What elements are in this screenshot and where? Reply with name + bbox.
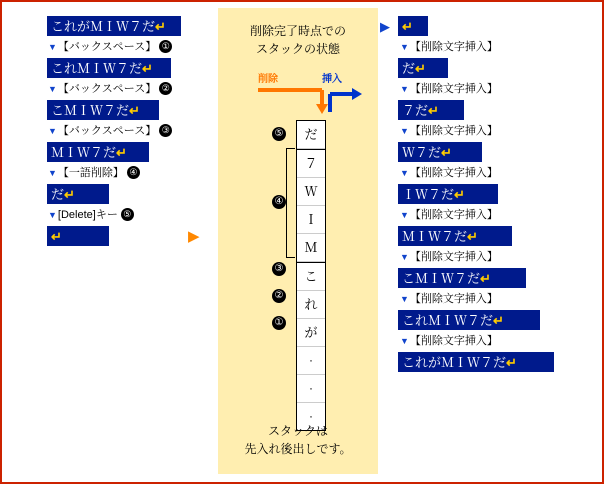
stack-number-2: ② — [272, 289, 286, 303]
left-step-box-3 — [47, 100, 159, 120]
right-label-text-5: 【削除文字挿入】 — [409, 209, 498, 221]
right-step-text-7: こＭＩＷ７だ — [402, 271, 481, 286]
caret-icon: ↵ — [480, 271, 491, 286]
caret-icon: ↵ — [441, 145, 452, 160]
caret-icon: ↵ — [467, 229, 478, 244]
middle-title — [218, 22, 378, 58]
right-step-text-9: これがＭＩＷ７だ — [402, 355, 507, 370]
right-step-label-1 — [400, 40, 498, 54]
right-label-text-1: 【削除文字挿入】 — [409, 41, 498, 53]
left-label-text-1: 【バックスペース】 — [57, 41, 157, 53]
triangle-down-icon: ▼ — [48, 210, 57, 220]
triangle-down-icon: ▼ — [400, 210, 409, 220]
step-number-4: ④ — [127, 166, 140, 179]
middle-title-line1: 削除完了時点での — [249, 24, 346, 38]
stack-number-5: ⑤ — [272, 127, 286, 141]
triangle-down-icon: ▼ — [400, 294, 409, 304]
caret-icon: ↵ — [142, 61, 153, 76]
stack-cell-0: だ — [297, 121, 325, 149]
left-label-text-2: 【バックスペース】 — [57, 83, 157, 95]
right-step-box-3 — [398, 100, 464, 120]
left-step-text-2: これＭＩＷ７だ — [51, 61, 143, 76]
caret-icon: ↵ — [415, 61, 426, 76]
stack-container — [296, 120, 326, 431]
caret-icon: ↵ — [51, 229, 62, 244]
right-step-box-4 — [398, 142, 482, 162]
left-step-label-2 — [48, 82, 172, 96]
caret-icon: ↵ — [116, 145, 127, 160]
stack-cell-3: Ｉ — [297, 206, 325, 234]
left-step-text-3: こＭＩＷ７だ — [51, 103, 130, 118]
left-step-box-2 — [47, 58, 171, 78]
left-label-text-5: [Delete]キー — [57, 209, 118, 221]
middle-footer-line2: 先入れ後出しです。 — [244, 442, 352, 456]
triangle-down-icon: ▼ — [48, 84, 57, 94]
left-step-label-4 — [48, 166, 140, 180]
right-step-label-8 — [400, 334, 498, 348]
right-step-text-6: ＭＩＷ７だ — [402, 229, 468, 244]
left-label-text-3: 【バックスペース】 — [57, 125, 157, 137]
right-label-text-4: 【削除文字挿入】 — [409, 167, 498, 179]
right-step-box-7 — [398, 268, 526, 288]
step-number-5: ⑤ — [121, 208, 134, 221]
caret-icon: ↵ — [493, 313, 504, 328]
stack-number-4: ④ — [272, 195, 286, 209]
stack-number-1: ① — [272, 316, 286, 330]
right-step-text-2: だ — [402, 61, 416, 76]
right-label-text-6: 【削除文字挿入】 — [409, 251, 498, 263]
right-step-label-4 — [400, 166, 498, 180]
left-label-text-4: 【一語削除】 — [57, 167, 124, 179]
step-number-3: ③ — [159, 124, 172, 137]
stack-cell-8: · — [297, 347, 325, 375]
right-label-text-7: 【削除文字挿入】 — [409, 293, 498, 305]
stack-cell-6: れ — [297, 291, 325, 319]
stack-cell-9: · — [297, 375, 325, 403]
left-step-text-4: ＭＩＷ７だ — [51, 145, 117, 160]
middle-title-line2: スタックの状態 — [255, 42, 340, 56]
right-label-text-3: 【削除文字挿入】 — [409, 125, 498, 137]
step-number-1: ① — [159, 40, 172, 53]
left-step-box-1 — [47, 16, 181, 36]
triangle-down-icon: ▼ — [400, 252, 409, 262]
right-step-text-4: Ｗ７だ — [402, 145, 442, 160]
caret-icon: ↵ — [454, 187, 465, 202]
insert-arrow-label: 挿入 — [322, 74, 342, 85]
stack-cell-5: こ — [297, 262, 325, 291]
triangle-down-icon: ▼ — [48, 42, 57, 52]
caret-icon: ↵ — [402, 19, 413, 34]
stack-cell-4: Ｍ — [297, 234, 325, 262]
left-step-label-1 — [48, 40, 172, 54]
triangle-down-icon: ▼ — [400, 168, 409, 178]
triangle-down-icon: ▼ — [400, 84, 409, 94]
middle-footer-line1: スタックは — [267, 424, 328, 438]
caret-icon: ↵ — [428, 103, 439, 118]
right-step-box-1 — [398, 16, 428, 36]
stack-cell-2: Ｗ — [297, 178, 325, 206]
triangle-down-icon: ▼ — [48, 126, 57, 136]
right-step-box-2 — [398, 58, 448, 78]
left-step-label-5 — [48, 208, 134, 222]
right-step-label-6 — [400, 250, 498, 264]
right-step-label-3 — [400, 124, 498, 138]
triangle-down-icon: ▼ — [48, 168, 57, 178]
left-step-label-3 — [48, 124, 172, 138]
flow-arrows-icon — [218, 82, 378, 116]
caret-icon: ↵ — [64, 187, 75, 202]
triangle-down-icon: ▼ — [400, 336, 409, 346]
step-number-2: ② — [159, 82, 172, 95]
right-step-box-6 — [398, 226, 512, 246]
left-step-text-5: だ — [51, 187, 65, 202]
middle-to-right-arrow-icon: ▶ — [380, 19, 390, 34]
caret-icon: ↵ — [129, 103, 140, 118]
triangle-down-icon: ▼ — [400, 126, 409, 136]
stack-cell-7: が — [297, 319, 325, 347]
delete-arrow-label: 削除 — [258, 74, 278, 85]
right-step-label-2 — [400, 82, 498, 96]
caret-icon: ↵ — [506, 355, 517, 370]
left-step-box-6 — [47, 226, 109, 246]
right-label-text-2: 【削除文字挿入】 — [409, 83, 498, 95]
stack-cell-10: · — [297, 403, 325, 430]
right-step-text-8: これＭＩＷ７だ — [402, 313, 494, 328]
right-step-label-7 — [400, 292, 498, 306]
right-step-box-5 — [398, 184, 498, 204]
right-step-label-5 — [400, 208, 498, 222]
caret-icon: ↵ — [155, 19, 166, 34]
left-to-middle-arrow-icon: ▶ — [188, 228, 200, 245]
left-step-box-4 — [47, 142, 149, 162]
right-label-text-8: 【削除文字挿入】 — [409, 335, 498, 347]
right-step-text-5: ＩＷ７だ — [402, 187, 455, 202]
middle-footer — [218, 422, 378, 458]
stack-cell-1: ７ — [297, 149, 325, 178]
right-step-box-9 — [398, 352, 554, 372]
stack-number-3: ③ — [272, 262, 286, 276]
left-step-box-5 — [47, 184, 109, 204]
right-step-box-8 — [398, 310, 540, 330]
middle-panel — [218, 8, 378, 474]
triangle-down-icon: ▼ — [400, 42, 409, 52]
stack-group-brace — [286, 148, 295, 258]
right-step-text-3: ７だ — [402, 103, 429, 118]
left-step-text-1: これがＭＩＷ７だ — [51, 19, 156, 34]
